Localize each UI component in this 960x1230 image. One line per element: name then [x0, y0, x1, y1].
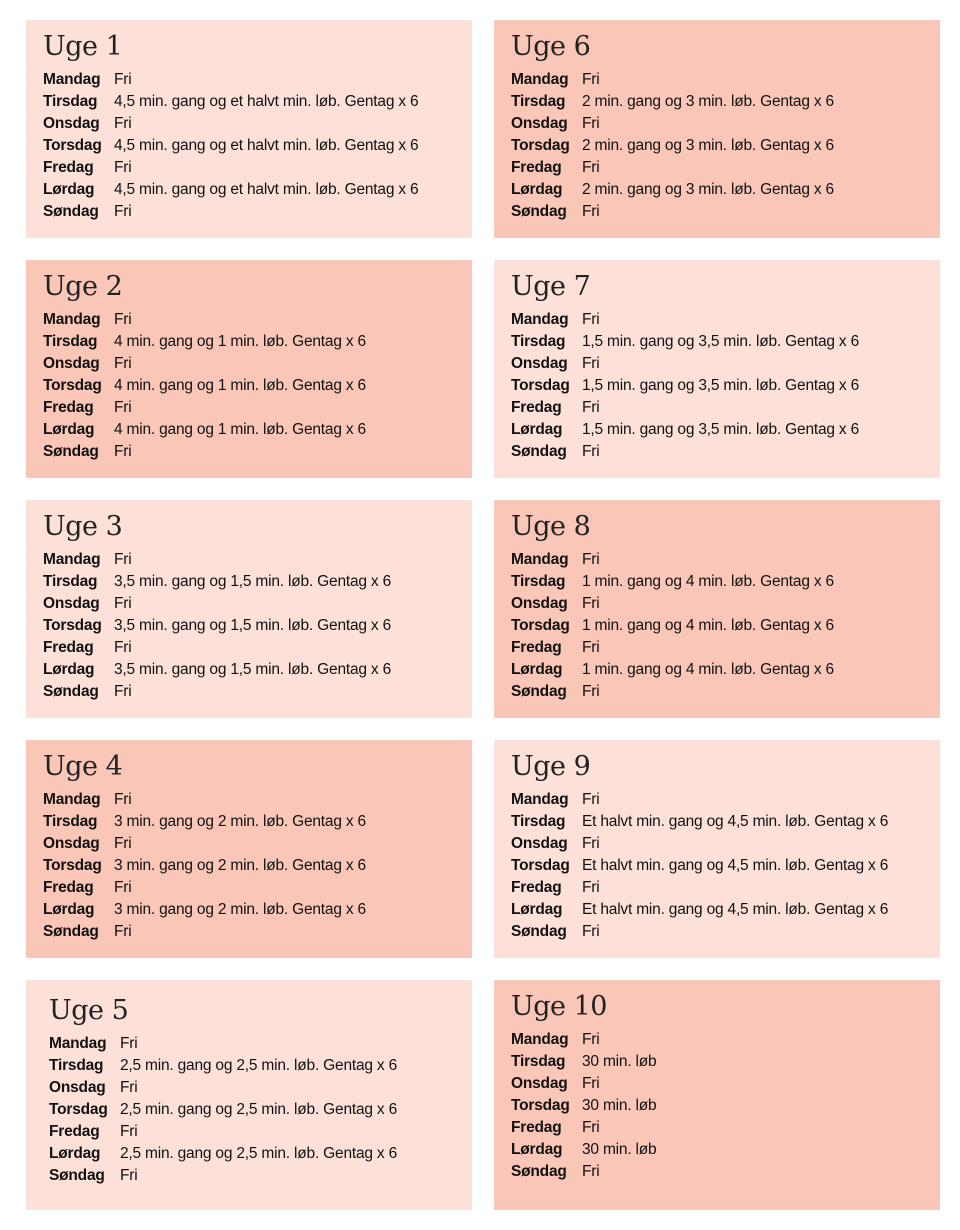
activity-text: Fri [114, 551, 132, 568]
schedule-row [43, 419, 472, 441]
activity-text: Fri [582, 595, 600, 612]
schedule-row [43, 353, 472, 375]
day-label: Mandag [511, 791, 569, 808]
day-label: Lørdag [43, 901, 95, 918]
schedule-row [43, 157, 472, 179]
activity-text: Fri [582, 835, 600, 852]
day-label: Onsdag [43, 835, 100, 852]
activity-text: Et halvt min. gang og 4,5 min. løb. Gentag x 6 [582, 857, 889, 874]
day-label: Fredag [49, 1123, 100, 1140]
day-label: Mandag [511, 71, 569, 88]
schedule-row [43, 855, 472, 877]
day-label: Mandag [49, 1035, 107, 1052]
day-label: Lørdag [43, 421, 95, 438]
week-card-3 [26, 500, 472, 718]
activity-text: Fri [114, 879, 132, 896]
week-title: Uge 1 [43, 31, 123, 62]
day-label: Lørdag [511, 661, 563, 678]
day-label: Søndag [49, 1167, 105, 1184]
activity-text: Fri [120, 1079, 138, 1096]
week-schedule [43, 549, 472, 703]
day-label: Søndag [511, 203, 567, 220]
day-label: Søndag [43, 683, 99, 700]
activity-text: Fri [582, 683, 600, 700]
activity-text: 30 min. løb [582, 1053, 657, 1070]
schedule-row [43, 69, 472, 91]
day-label: Tirsdag [511, 93, 566, 110]
day-label: Onsdag [511, 355, 568, 372]
schedule-row [43, 899, 472, 921]
day-label: Onsdag [511, 1075, 568, 1092]
schedule-row [49, 1033, 472, 1055]
day-label: Fredag [43, 639, 94, 656]
day-label: Søndag [43, 203, 99, 220]
activity-text: 4 min. gang og 1 min. løb. Gentag x 6 [114, 421, 366, 438]
day-label: Søndag [511, 683, 567, 700]
schedule-row [43, 615, 472, 637]
day-label: Tirsdag [43, 93, 98, 110]
schedule-row [43, 549, 472, 571]
schedule-row [43, 833, 472, 855]
activity-text: 1,5 min. gang og 3,5 min. løb. Gentag x 6 [582, 421, 859, 438]
schedule-row [511, 113, 940, 135]
day-label: Lørdag [511, 181, 563, 198]
schedule-row [511, 1095, 940, 1117]
schedule-row [511, 179, 940, 201]
day-label: Fredag [511, 1119, 562, 1136]
day-label: Fredag [43, 879, 94, 896]
activity-text: 4,5 min. gang og et halvt min. løb. Gentag x 6 [114, 93, 419, 110]
day-label: Fredag [511, 399, 562, 416]
day-label: Lørdag [511, 901, 563, 918]
schedule-row [511, 441, 940, 463]
activity-text: Fri [114, 923, 132, 940]
schedule-row [43, 397, 472, 419]
day-label: Tirsdag [511, 573, 566, 590]
day-label: Lørdag [43, 181, 95, 198]
day-label: Torsdag [43, 377, 102, 394]
schedule-row [49, 1055, 472, 1077]
activity-text: Fri [582, 639, 600, 656]
activity-text: 1 min. gang og 4 min. løb. Gentag x 6 [582, 573, 834, 590]
schedule-row [43, 309, 472, 331]
week-schedule [43, 789, 472, 943]
schedule-row [511, 789, 940, 811]
day-label: Tirsdag [511, 333, 566, 350]
day-label: Fredag [43, 159, 94, 176]
schedule-row [43, 811, 472, 833]
day-label: Torsdag [43, 137, 102, 154]
week-title: Uge 3 [43, 511, 123, 542]
activity-text: 1,5 min. gang og 3,5 min. løb. Gentag x 6 [582, 377, 859, 394]
day-label: Onsdag [43, 115, 100, 132]
activity-text: 2,5 min. gang og 2,5 min. løb. Gentag x 6 [120, 1145, 397, 1162]
day-label: Mandag [43, 311, 101, 328]
day-label: Fredag [43, 399, 94, 416]
schedule-row [511, 833, 940, 855]
activity-text: Fri [114, 115, 132, 132]
activity-text: Fri [582, 1031, 600, 1048]
activity-text: 4 min. gang og 1 min. løb. Gentag x 6 [114, 333, 366, 350]
schedule-row [511, 1029, 940, 1051]
day-label: Torsdag [511, 377, 570, 394]
day-label: Tirsdag [43, 573, 98, 590]
day-label: Onsdag [511, 115, 568, 132]
schedule-row [43, 659, 472, 681]
schedule-row [43, 877, 472, 899]
week-schedule [511, 309, 940, 463]
day-label: Søndag [511, 443, 567, 460]
day-label: Fredag [511, 639, 562, 656]
week-title: Uge 5 [49, 995, 129, 1026]
schedule-row [49, 1121, 472, 1143]
schedule-row [49, 1099, 472, 1121]
schedule-row [43, 201, 472, 223]
schedule-row [511, 1161, 940, 1183]
week-title: Uge 7 [511, 271, 591, 302]
schedule-row [43, 593, 472, 615]
activity-text: 2,5 min. gang og 2,5 min. løb. Gentag x 6 [120, 1101, 397, 1118]
day-label: Mandag [511, 311, 569, 328]
day-label: Torsdag [511, 1097, 570, 1114]
schedule-row [511, 135, 940, 157]
day-label: Fredag [511, 879, 562, 896]
activity-text: Fri [582, 1119, 600, 1136]
schedule-row [43, 91, 472, 113]
schedule-row [43, 331, 472, 353]
schedule-row [511, 419, 940, 441]
schedule-row [511, 353, 940, 375]
day-label: Onsdag [511, 595, 568, 612]
day-label: Lørdag [511, 421, 563, 438]
schedule-row [511, 157, 940, 179]
activity-text: 1,5 min. gang og 3,5 min. løb. Gentag x 6 [582, 333, 859, 350]
schedule-row [511, 1117, 940, 1139]
day-label: Fredag [511, 159, 562, 176]
day-label: Tirsdag [49, 1057, 104, 1074]
activity-text: 3,5 min. gang og 1,5 min. løb. Gentag x 6 [114, 573, 391, 590]
schedule-row [43, 441, 472, 463]
day-label: Torsdag [49, 1101, 108, 1118]
activity-text: Fri [114, 311, 132, 328]
week-schedule [43, 69, 472, 223]
schedule-row [511, 637, 940, 659]
day-label: Lørdag [43, 661, 95, 678]
activity-text: 2,5 min. gang og 2,5 min. løb. Gentag x 6 [120, 1057, 397, 1074]
day-label: Tirsdag [511, 813, 566, 830]
activity-text: Fri [114, 159, 132, 176]
activity-text: 1 min. gang og 4 min. løb. Gentag x 6 [582, 617, 834, 634]
activity-text: Fri [114, 203, 132, 220]
schedule-row [511, 309, 940, 331]
week-schedule [511, 1029, 940, 1183]
activity-text: Fri [582, 311, 600, 328]
day-label: Onsdag [43, 355, 100, 372]
activity-text: Fri [114, 355, 132, 372]
day-label: Onsdag [511, 835, 568, 852]
schedule-row [511, 1139, 940, 1161]
activity-text: Et halvt min. gang og 4,5 min. løb. Gentag x 6 [582, 813, 889, 830]
activity-text: 3 min. gang og 2 min. løb. Gentag x 6 [114, 901, 366, 918]
activity-text: 30 min. løb [582, 1097, 657, 1114]
week-card-6 [494, 20, 940, 238]
week-schedule [511, 549, 940, 703]
week-card-4 [26, 740, 472, 958]
day-label: Torsdag [511, 137, 570, 154]
activity-text: Fri [114, 639, 132, 656]
activity-text: Fri [120, 1167, 138, 1184]
schedule-row [43, 113, 472, 135]
schedule-row [49, 1077, 472, 1099]
activity-text: Fri [582, 791, 600, 808]
day-label: Tirsdag [511, 1053, 566, 1070]
schedule-row [511, 681, 940, 703]
day-label: Søndag [511, 1163, 567, 1180]
schedule-row [43, 179, 472, 201]
schedule-row [511, 1051, 940, 1073]
week-schedule [511, 69, 940, 223]
schedule-row [511, 375, 940, 397]
week-schedule [49, 1033, 472, 1187]
schedule-row [511, 397, 940, 419]
week-card-5 [26, 980, 472, 1210]
day-label: Søndag [511, 923, 567, 940]
day-label: Torsdag [43, 857, 102, 874]
activity-text: Fri [120, 1123, 138, 1140]
day-label: Lørdag [511, 1141, 563, 1158]
activity-text: 3 min. gang og 2 min. løb. Gentag x 6 [114, 857, 366, 874]
week-card-2 [26, 260, 472, 478]
schedule-row [511, 593, 940, 615]
activity-text: Fri [582, 203, 600, 220]
schedule-row [511, 331, 940, 353]
day-label: Lørdag [49, 1145, 101, 1162]
schedule-row [511, 1073, 940, 1095]
activity-text: Fri [114, 443, 132, 460]
day-label: Torsdag [511, 857, 570, 874]
schedule-row [511, 571, 940, 593]
week-card-1 [26, 20, 472, 238]
activity-text: 4,5 min. gang og et halvt min. løb. Gentag x 6 [114, 137, 419, 154]
activity-text: Fri [582, 879, 600, 896]
week-card-10 [494, 980, 940, 1210]
activity-text: Fri [582, 115, 600, 132]
activity-text: Fri [582, 923, 600, 940]
activity-text: Fri [114, 791, 132, 808]
week-title: Uge 9 [511, 751, 591, 782]
schedule-row [511, 69, 940, 91]
schedule-row [511, 855, 940, 877]
activity-text: Et halvt min. gang og 4,5 min. løb. Gentag x 6 [582, 901, 889, 918]
schedule-row [43, 921, 472, 943]
schedule-row [511, 91, 940, 113]
activity-text: Fri [582, 159, 600, 176]
week-title: Uge 6 [511, 31, 591, 62]
day-label: Mandag [511, 551, 569, 568]
day-label: Mandag [43, 551, 101, 568]
activity-text: 3,5 min. gang og 1,5 min. løb. Gentag x 6 [114, 661, 391, 678]
activity-text: Fri [582, 1163, 600, 1180]
activity-text: Fri [582, 551, 600, 568]
schedule-row [511, 899, 940, 921]
schedule-row [511, 201, 940, 223]
activity-text: 4,5 min. gang og et halvt min. løb. Gentag x 6 [114, 181, 419, 198]
week-schedule [43, 309, 472, 463]
week-title: Uge 8 [511, 511, 591, 542]
day-label: Mandag [43, 71, 101, 88]
activity-text: 4 min. gang og 1 min. løb. Gentag x 6 [114, 377, 366, 394]
week-card-9 [494, 740, 940, 958]
schedule-row [43, 681, 472, 703]
schedule-row [43, 571, 472, 593]
schedule-row [43, 789, 472, 811]
activity-text: Fri [582, 443, 600, 460]
schedule-row [43, 637, 472, 659]
week-title: Uge 4 [43, 751, 123, 782]
activity-text: 2 min. gang og 3 min. løb. Gentag x 6 [582, 181, 834, 198]
schedule-row [511, 921, 940, 943]
schedule-row [511, 877, 940, 899]
activity-text: Fri [114, 595, 132, 612]
activity-text: 1 min. gang og 4 min. løb. Gentag x 6 [582, 661, 834, 678]
day-label: Søndag [43, 923, 99, 940]
activity-text: 3,5 min. gang og 1,5 min. løb. Gentag x 6 [114, 617, 391, 634]
week-card-8 [494, 500, 940, 718]
week-card-7 [494, 260, 940, 478]
activity-text: Fri [582, 399, 600, 416]
schedule-row [511, 811, 940, 833]
schedule-row [511, 659, 940, 681]
activity-text: 2 min. gang og 3 min. løb. Gentag x 6 [582, 137, 834, 154]
activity-text: Fri [120, 1035, 138, 1052]
activity-text: Fri [582, 71, 600, 88]
day-label: Mandag [43, 791, 101, 808]
schedule-row [511, 549, 940, 571]
day-label: Torsdag [511, 617, 570, 634]
activity-text: Fri [582, 355, 600, 372]
day-label: Torsdag [43, 617, 102, 634]
day-label: Onsdag [49, 1079, 106, 1096]
activity-text: Fri [114, 399, 132, 416]
activity-text: 2 min. gang og 3 min. løb. Gentag x 6 [582, 93, 834, 110]
day-label: Mandag [511, 1031, 569, 1048]
schedule-row [49, 1143, 472, 1165]
activity-text: Fri [114, 683, 132, 700]
schedule-row [511, 615, 940, 637]
schedule-row [43, 375, 472, 397]
activity-text: Fri [114, 835, 132, 852]
week-title: Uge 10 [511, 991, 607, 1022]
week-title: Uge 2 [43, 271, 123, 302]
activity-text: 3 min. gang og 2 min. løb. Gentag x 6 [114, 813, 366, 830]
week-schedule [511, 789, 940, 943]
schedule-row [43, 135, 472, 157]
day-label: Søndag [43, 443, 99, 460]
schedule-row [49, 1165, 472, 1187]
activity-text: Fri [114, 71, 132, 88]
activity-text: Fri [582, 1075, 600, 1092]
day-label: Tirsdag [43, 813, 98, 830]
day-label: Onsdag [43, 595, 100, 612]
activity-text: 30 min. løb [582, 1141, 657, 1158]
day-label: Tirsdag [43, 333, 98, 350]
